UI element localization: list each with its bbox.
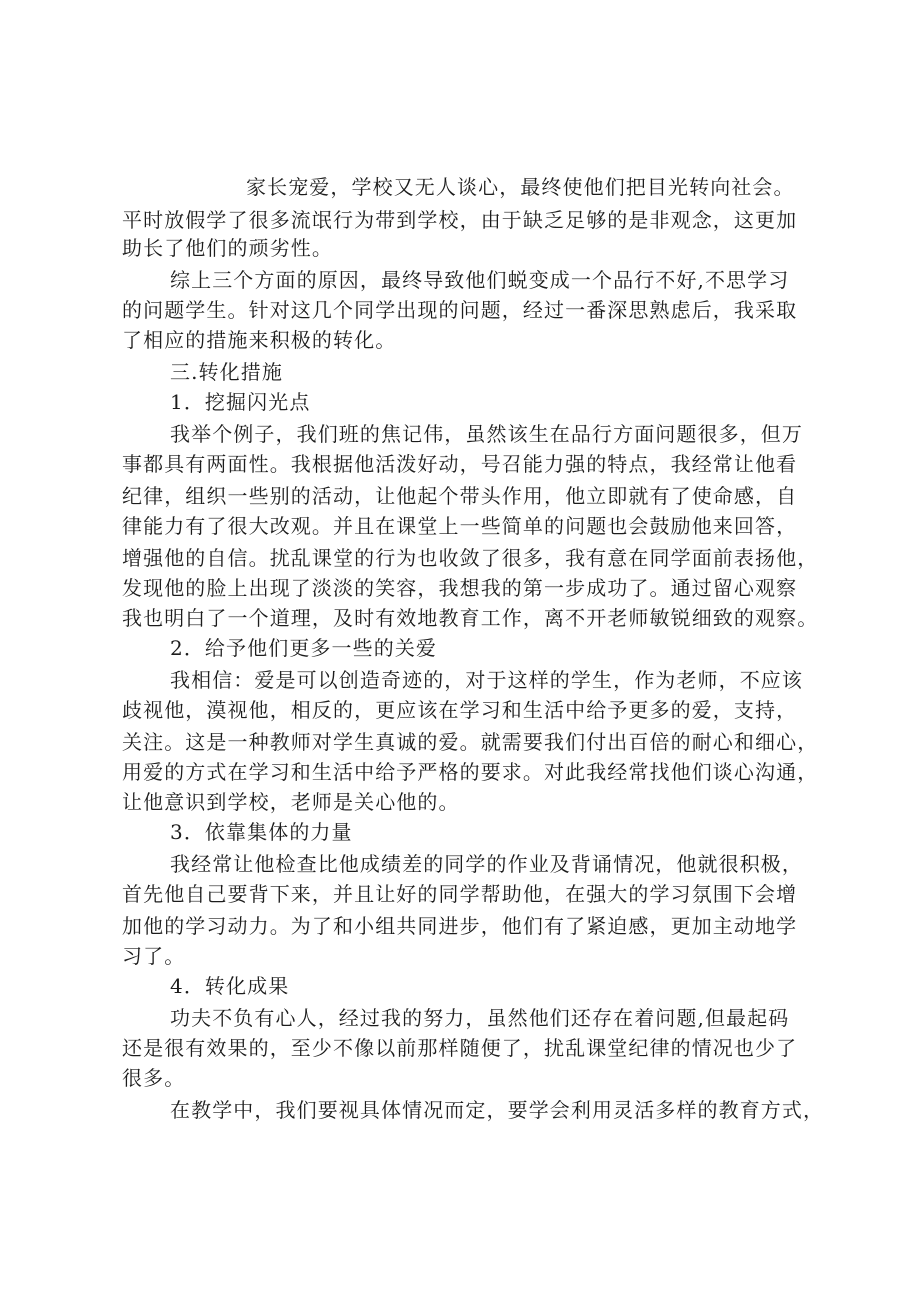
section-heading: 三.转化措施 [170, 360, 283, 384]
text-line: 我经常让他检查比他成绩差的同学的作业及背诵情况，他就很积极， [170, 852, 803, 876]
subsection-heading: 1．挖掘闪光点 [170, 390, 311, 414]
text-line: 增强他的自信。扰乱课堂的行为也收敛了很多，我有意在同学面前表扬他， [122, 546, 819, 570]
text-line: 还是很有效果的，至少不像以前那样随便了，扰乱课堂纪律的情况也少了 [122, 1036, 798, 1060]
text-line: 让他意识到学校，老师是关心他的。 [122, 790, 460, 814]
text-line: 的问题学生。针对这几个同学出现的问题，经过一番深思熟虑后，我采取 [122, 298, 798, 322]
text-line: 关注。这是一种教师对学生真诚的爱。就需要我们付出百倍的耐心和细心， [122, 730, 819, 754]
text-line: 在教学中，我们要视具体情况而定，要学会利用灵活多样的教育方式， [170, 1098, 825, 1122]
subsection-heading: 2．给予他们更多一些的关爱 [170, 636, 438, 660]
text-line: 功夫不负有心人，经过我的努力，虽然他们还存在着问题,但最起码 [170, 1006, 790, 1030]
text-line: 平时放假学了很多流氓行为带到学校，由于缺乏足够的是非观念，这更加 [122, 208, 798, 232]
text-line: 助长了他们的顽劣性。 [122, 236, 333, 260]
text-line: 我也明白了一个道理，及时有效地教育工作，离不开老师敏锐细致的观察。 [122, 606, 819, 630]
subsection-heading: 3．依靠集体的力量 [170, 820, 353, 844]
text-line: 律能力有了很大改观。并且在课堂上一些简单的问题也会鼓励他来回答， [122, 514, 798, 538]
text-line: 发现他的脸上出现了淡淡的笑容，我想我的第一步成功了。通过留心观察 [122, 576, 798, 600]
text-line: 我举个例子，我们班的焦记伟，虽然该生在品行方面问题很多，但万 [170, 422, 803, 446]
text-line: 了相应的措施来积极的转化。 [122, 328, 397, 352]
text-line: 纪律，组织一些别的活动，让他起个带头作用，他立即就有了使命感，自 [122, 484, 798, 508]
text-line: 用爱的方式在学习和生活中给予严格的要求。对此我经常找他们谈心沟通， [122, 760, 819, 784]
text-line: 很多。 [122, 1066, 186, 1090]
text-line: 事都具有两面性。我根据他活泼好动，号召能力强的特点，我经常让他看 [122, 452, 798, 476]
text-line: 首先他自己要背下来，并且让好的同学帮助他，在强大的学习氛围下会增 [122, 882, 798, 906]
subsection-heading: 4．转化成果 [170, 974, 290, 998]
text-line: 综上三个方面的原因，最终导致他们蜕变成一个品行不好,不思学习 [170, 268, 790, 292]
text-line: 习了。 [122, 944, 186, 968]
text-line: 加他的学习动力。为了和小组共同进步，他们有了紧迫感，更加主动地学 [122, 914, 798, 938]
text-line: 家长宠爱，学校又无人谈心，最终使他们把目光转向社会。 [246, 175, 795, 199]
text-line: 歧视他，漠视他，相反的，更应该在学习和生活中给予更多的爱，支持， [122, 698, 798, 722]
text-line: 我相信：爱是可以创造奇迹的，对于这样的学生，作为老师，不应该 [170, 668, 803, 692]
